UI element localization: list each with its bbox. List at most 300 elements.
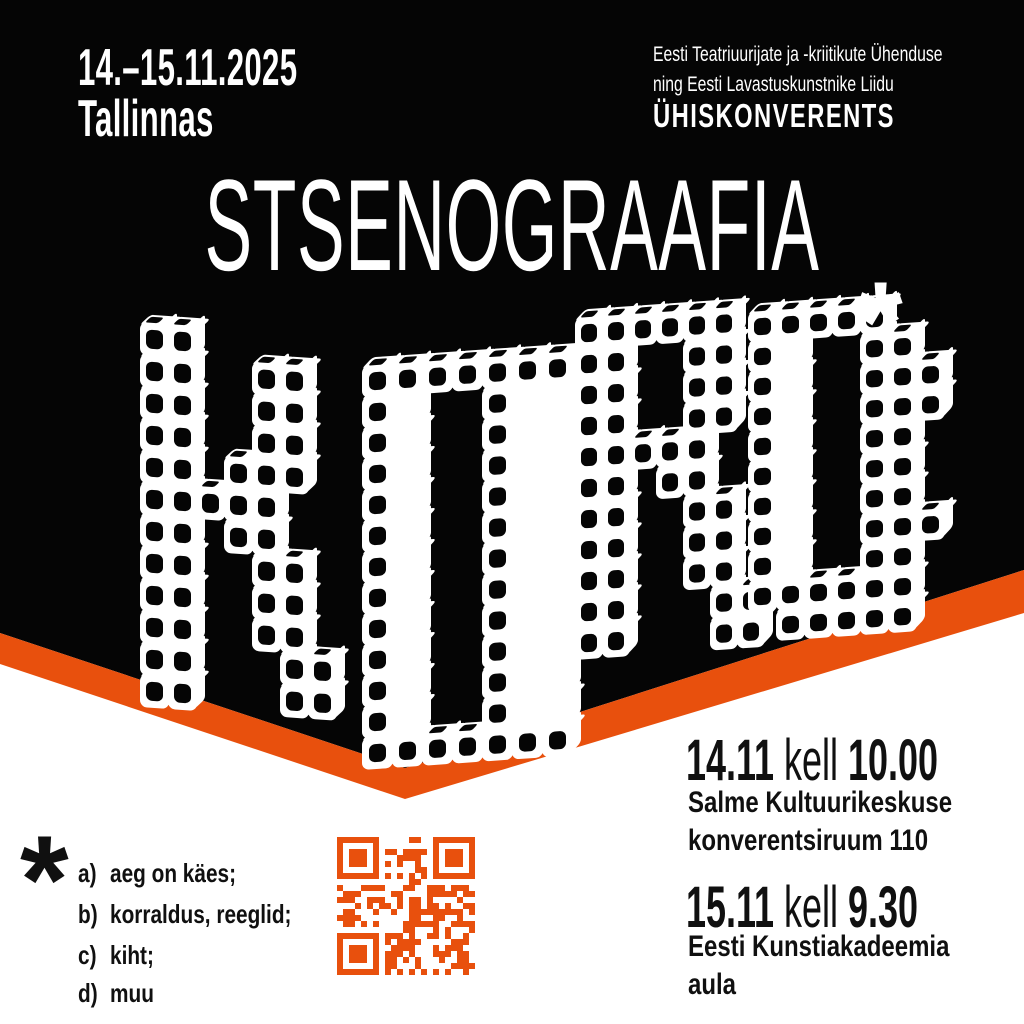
brick-hole <box>146 521 163 541</box>
brick <box>362 674 393 708</box>
brick-hole <box>716 531 732 551</box>
brick <box>860 542 889 575</box>
brick <box>140 578 169 613</box>
brick <box>748 520 777 553</box>
brick <box>482 479 513 513</box>
brick-hole <box>754 347 771 366</box>
qr-module <box>415 957 421 963</box>
qr-module <box>373 951 379 957</box>
brick <box>748 370 777 403</box>
brick <box>452 358 483 392</box>
brick <box>140 610 169 645</box>
brick-hole <box>581 447 597 467</box>
brick <box>710 307 738 341</box>
qr-module <box>355 915 361 921</box>
brick-hole <box>716 314 732 334</box>
brick <box>140 482 169 517</box>
qr-module <box>373 843 379 849</box>
qr-module <box>433 891 439 897</box>
brick-hole <box>894 457 911 476</box>
footnote-text: aeg on käes; <box>110 858 237 888</box>
qr-module <box>415 921 421 927</box>
footnote-item-d <box>78 978 154 1009</box>
qr-module <box>415 849 421 855</box>
brick <box>542 723 573 757</box>
brick-hole <box>689 347 705 367</box>
brick <box>683 339 711 373</box>
qr-module <box>349 915 355 921</box>
brick <box>748 340 777 373</box>
qr-module <box>337 843 343 849</box>
qr-module <box>439 915 445 921</box>
qr-module <box>349 897 355 903</box>
qr-module <box>385 873 391 879</box>
qr-module <box>427 885 433 891</box>
qr-module <box>445 927 451 933</box>
qr-module <box>433 861 439 867</box>
brick-hole <box>429 367 447 387</box>
qr-module <box>439 873 445 879</box>
schedule-time: 10.00 <box>847 728 938 793</box>
brick <box>656 310 684 344</box>
qr-module <box>463 951 469 957</box>
qr-module <box>439 951 445 957</box>
qr-module <box>439 885 445 891</box>
qr-module <box>367 969 373 975</box>
brick <box>602 593 630 627</box>
qr-module <box>469 927 475 933</box>
brick-hole <box>894 607 911 626</box>
qr-module <box>337 951 343 957</box>
brick <box>280 556 309 591</box>
footnote-label: d) <box>78 978 98 1008</box>
qr-module <box>343 915 349 921</box>
brick <box>140 450 169 485</box>
qr-module <box>457 939 463 945</box>
qr-module <box>403 855 409 861</box>
qr-module <box>385 963 391 969</box>
qr-module <box>355 933 361 939</box>
brick <box>362 426 393 460</box>
qr-module <box>355 951 361 957</box>
brick-hole <box>608 414 624 434</box>
brick-hole <box>689 378 705 398</box>
qr-module <box>445 933 451 939</box>
brick <box>512 446 543 480</box>
brick-hole <box>286 563 303 583</box>
qr-module <box>355 957 361 963</box>
brick-hole <box>314 693 331 713</box>
brick <box>776 398 805 431</box>
brick-hole <box>369 402 387 422</box>
qr-module <box>433 849 439 855</box>
brick-top-hole <box>201 481 220 488</box>
brick <box>683 556 711 590</box>
brick-top-hole <box>607 308 626 315</box>
brick <box>392 703 423 737</box>
qr-module <box>349 837 355 843</box>
brick-hole <box>581 478 597 498</box>
qr-module <box>367 903 373 909</box>
qr-module <box>403 927 409 933</box>
brick-hole <box>146 393 163 413</box>
brick <box>224 488 253 523</box>
qr-module <box>409 927 415 933</box>
brick-hole <box>608 321 624 341</box>
qr-module <box>355 903 361 909</box>
qr-module <box>415 915 421 921</box>
qr-module <box>343 891 349 897</box>
brick <box>224 456 253 491</box>
brick <box>482 355 513 389</box>
brick-hole <box>866 579 883 598</box>
brick <box>656 465 684 499</box>
brick <box>542 506 573 540</box>
qr-module <box>469 861 475 867</box>
schedule-entry-1-heading <box>686 728 938 793</box>
brick-hole <box>519 361 537 381</box>
brick <box>748 460 777 493</box>
brick-top-hole <box>921 503 940 510</box>
brick <box>512 725 543 759</box>
qr-module <box>385 903 391 909</box>
qr-module <box>433 921 439 927</box>
brick <box>392 486 423 520</box>
brick-hole <box>608 383 624 403</box>
brick-hole <box>716 593 732 613</box>
brick <box>575 533 603 567</box>
qr-module <box>433 945 439 951</box>
qr-module <box>373 945 379 951</box>
qr-module <box>337 957 343 963</box>
qr-module <box>337 873 343 879</box>
qr-module <box>367 885 373 891</box>
brick-hole <box>489 456 507 476</box>
qr-module <box>349 855 355 861</box>
brick <box>512 415 543 449</box>
brick-hole <box>608 538 624 558</box>
brick-hole <box>922 395 939 414</box>
brick <box>748 580 777 613</box>
qr-module <box>409 855 415 861</box>
brick <box>482 603 513 637</box>
qr-module <box>349 861 355 867</box>
brick-top-hole <box>809 570 828 577</box>
qr-module <box>451 945 457 951</box>
qr-module <box>445 873 451 879</box>
brick <box>512 570 543 604</box>
qr-module <box>421 969 427 975</box>
brick <box>542 630 573 664</box>
qr-module <box>403 849 409 855</box>
brick-hole <box>146 617 163 637</box>
brick <box>776 518 805 551</box>
qr-module <box>427 891 433 897</box>
qr-module <box>337 867 343 873</box>
brick <box>392 517 423 551</box>
brick <box>140 546 169 581</box>
brick <box>748 400 777 433</box>
brick <box>362 550 393 584</box>
qr-module <box>415 867 421 873</box>
brick <box>710 617 738 651</box>
qr-module <box>391 891 397 897</box>
brick <box>252 490 281 525</box>
qr-module <box>469 855 475 861</box>
brick-hole <box>286 627 303 647</box>
brick-hole <box>489 394 507 414</box>
brick-hole <box>689 533 705 553</box>
brick <box>362 364 393 398</box>
qr-module <box>337 855 343 861</box>
brick-top-hole <box>313 649 332 656</box>
qr-module <box>349 957 355 963</box>
qr-module <box>385 939 391 945</box>
qr-module <box>337 945 343 951</box>
brick-hole <box>489 580 507 600</box>
qr-module <box>421 873 427 879</box>
brick <box>602 500 630 534</box>
brick-hole <box>489 549 507 569</box>
brick <box>252 458 281 493</box>
brick-hole <box>369 433 387 453</box>
qr-module <box>391 957 397 963</box>
brick <box>140 642 169 677</box>
qr-module <box>469 873 475 879</box>
brick <box>888 540 917 573</box>
brick-hole <box>146 681 163 701</box>
brick <box>832 304 861 337</box>
brick <box>482 634 513 668</box>
brick <box>252 554 281 589</box>
brick <box>512 539 543 573</box>
qr-module <box>337 933 343 939</box>
brick <box>832 604 861 637</box>
qr-module <box>391 933 397 939</box>
qr-module <box>415 897 421 903</box>
brick-hole <box>459 365 477 385</box>
brick-hole <box>146 329 163 349</box>
qr-module <box>457 885 463 891</box>
brick-hole <box>608 600 624 620</box>
brick-top-hole <box>257 357 276 364</box>
brick-hole <box>866 429 883 448</box>
schedule-entry-1-room: konverentsiruum 110 <box>688 824 929 857</box>
brick-top-hole <box>518 348 538 355</box>
brick <box>575 595 603 629</box>
brick <box>168 580 197 615</box>
brick <box>392 610 423 644</box>
qr-module <box>463 903 469 909</box>
brick <box>512 477 543 511</box>
brick-hole <box>286 659 303 679</box>
qr-module <box>463 921 469 927</box>
brick <box>362 519 393 553</box>
qr-module <box>409 933 415 939</box>
brick-hole <box>369 588 387 608</box>
qr-module <box>379 903 385 909</box>
brick <box>362 643 393 677</box>
brick <box>575 409 603 443</box>
brick-hole <box>754 407 771 426</box>
brick <box>776 368 805 401</box>
brick <box>710 338 738 372</box>
qr-module <box>427 903 433 909</box>
brick-hole <box>174 427 191 447</box>
schedule-connector: kell <box>774 728 848 793</box>
brick-hole <box>146 489 163 509</box>
brick-hole <box>782 585 799 604</box>
brick <box>482 510 513 544</box>
qr-module <box>409 903 415 909</box>
qr-module <box>373 873 379 879</box>
qr-module <box>361 933 367 939</box>
qr-module <box>355 969 361 975</box>
brick-top-hole <box>688 303 707 310</box>
footnote-text: korraldus, reeglid; <box>110 899 292 929</box>
brick-hole <box>754 587 771 606</box>
qr-module <box>415 861 421 867</box>
brick-hole <box>174 651 191 671</box>
brick <box>860 512 889 545</box>
qr-module <box>421 849 427 855</box>
qr-module <box>433 873 439 879</box>
brick-hole <box>230 463 247 483</box>
qr-module <box>385 969 391 975</box>
qr-module <box>397 951 403 957</box>
qr-module <box>343 921 349 927</box>
brick <box>482 386 513 420</box>
qr-module <box>457 897 463 903</box>
brick <box>776 338 805 371</box>
qr-module <box>373 957 379 963</box>
schedule-entry-2-heading <box>686 875 918 940</box>
qr-module <box>343 873 349 879</box>
brick-hole <box>549 358 567 378</box>
qr-module <box>397 969 403 975</box>
qr-module <box>427 933 433 939</box>
brick <box>542 382 573 416</box>
brick-hole <box>174 459 191 479</box>
qr-module <box>361 849 367 855</box>
brick-hole <box>258 465 275 485</box>
brick <box>542 599 573 633</box>
brick <box>602 345 630 379</box>
brick-hole <box>174 619 191 639</box>
qr-module <box>373 885 379 891</box>
footnote-item-c <box>78 940 154 971</box>
brick-hole <box>399 369 417 389</box>
brick-hole <box>810 583 827 602</box>
brick <box>804 306 833 339</box>
qr-module <box>409 897 415 903</box>
brick-top-hole <box>661 305 680 312</box>
qr-module <box>415 903 421 909</box>
qr-module <box>337 849 343 855</box>
brick-hole <box>581 571 597 591</box>
qr-module <box>385 951 391 957</box>
brick-hole <box>230 495 247 515</box>
brick-hole <box>754 317 771 336</box>
kord-asterisk-mark: * <box>858 259 903 387</box>
qr-module <box>397 945 403 951</box>
qr-module <box>445 909 451 915</box>
brick-hole <box>689 564 705 584</box>
brick-hole <box>894 517 911 536</box>
brick <box>422 732 453 766</box>
qr-module <box>385 957 391 963</box>
qr-module <box>409 951 415 957</box>
brick-hole <box>581 633 597 653</box>
qr-module <box>349 969 355 975</box>
brick <box>168 644 197 679</box>
brick-hole <box>519 733 537 753</box>
qr-module <box>349 951 355 957</box>
brick-top-hole <box>428 726 448 733</box>
brick <box>512 384 543 418</box>
brick <box>362 457 393 491</box>
qr-module <box>343 909 349 915</box>
qr-module <box>433 969 439 975</box>
brick-hole <box>489 642 507 662</box>
brick-hole <box>894 577 911 596</box>
brick-hole <box>662 318 678 338</box>
brick-hole <box>258 401 275 421</box>
brick <box>804 606 833 639</box>
brick-hole <box>581 540 597 560</box>
qr-module <box>337 897 343 903</box>
qr-module <box>415 909 421 915</box>
brick <box>168 420 197 455</box>
qr-module <box>451 939 457 945</box>
brick <box>362 612 393 646</box>
brick-top-hole <box>368 358 388 365</box>
brick <box>888 420 917 453</box>
brick-top-hole <box>285 359 304 366</box>
organizer-line-1: Eesti Teatriuurijate ja -kriitikute Ühenduse <box>653 43 943 66</box>
qr-module <box>337 939 343 945</box>
brick-hole <box>581 354 597 374</box>
qr-module <box>415 963 421 969</box>
brick <box>748 550 777 583</box>
brick <box>542 692 573 726</box>
brick-hole <box>689 440 705 460</box>
qr-module <box>373 921 379 927</box>
brick <box>602 624 630 658</box>
qr-module <box>445 891 451 897</box>
brick <box>888 570 917 603</box>
qr-module <box>409 885 415 891</box>
qr-module <box>421 921 427 927</box>
qr-module <box>433 885 439 891</box>
qr-module <box>361 837 367 843</box>
qr-module <box>343 837 349 843</box>
qr-module <box>355 849 361 855</box>
qr-module <box>379 897 385 903</box>
brick-hole <box>689 471 705 491</box>
brick-hole <box>754 497 771 516</box>
qr-module <box>451 855 457 861</box>
brick <box>575 626 603 660</box>
brick <box>512 632 543 666</box>
brick <box>140 386 169 421</box>
brick <box>737 615 765 649</box>
brick <box>140 354 169 389</box>
qr-module <box>469 849 475 855</box>
brick-top-hole <box>781 302 800 309</box>
brick <box>710 586 738 620</box>
qr-module <box>433 843 439 849</box>
